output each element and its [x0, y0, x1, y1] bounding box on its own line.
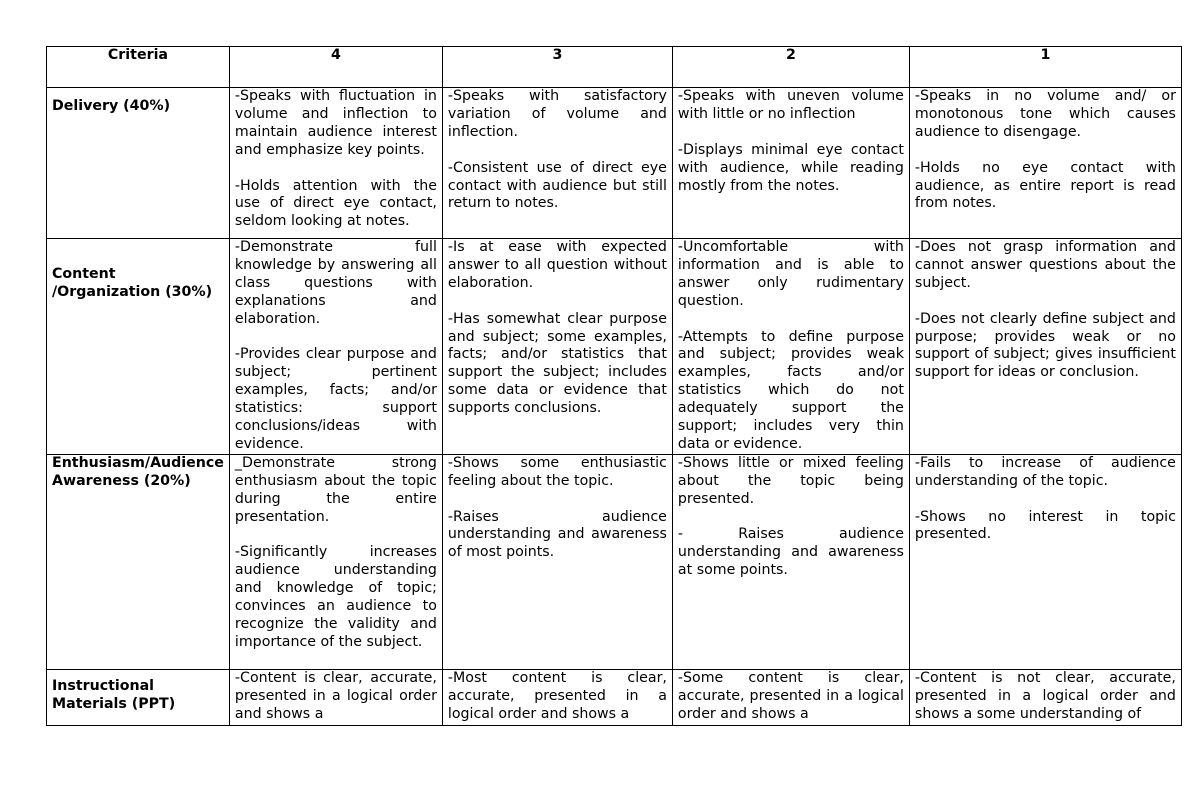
- criteria-header: Criteria: [47, 47, 230, 88]
- table-row: [47, 239, 1182, 455]
- descriptor-text: -Consistent use of direct eye contact with audience but still return to notes.: [447, 159, 667, 212]
- criterion-cell: [47, 239, 230, 455]
- descriptor-text: -Does not grasp information and cannot answer questions about the subject.: [914, 239, 1176, 291]
- criterion-label: Instructional Materials (PPT): [52, 677, 176, 712]
- score-header-4: 4: [229, 47, 442, 88]
- criterion-label: Content /Organization (30%): [52, 266, 213, 300]
- score-header-3: 3: [442, 47, 672, 88]
- descriptor-text: -Shows little or mixed feeling about the topic being presented.: [677, 454, 904, 507]
- criterion-label: Delivery (40%): [52, 98, 171, 114]
- descriptor-text: -Shows some enthusiastic feeling about the topic.: [447, 454, 667, 489]
- descriptor-text: - Raises audience understanding and awareness at some points.: [677, 526, 904, 579]
- descriptor-cell: [229, 454, 442, 669]
- table-row: [47, 669, 1182, 725]
- descriptor-cell: [442, 669, 672, 725]
- criterion-cell: [47, 669, 230, 725]
- descriptor-cell: [442, 239, 672, 455]
- descriptor-cell: [672, 454, 909, 669]
- descriptor-cell: [229, 669, 442, 725]
- descriptor-text: -Content is clear, accurate, presented in a logical order and shows a: [234, 669, 437, 722]
- descriptor-text: -Holds no eye contact with audience, as entire report is read from notes.: [914, 159, 1176, 212]
- descriptor-text: -Holds attention with the use of direct eye contact, seldom looking at notes.: [234, 177, 437, 230]
- descriptor-text: -Content is not clear, accurate, presented in a logical order and shows a some understanding of: [914, 669, 1176, 722]
- descriptor-text: -Significantly increases audience understanding and knowledge of topic; convinces an audience to recognize the validity and importance of the subject.: [234, 544, 437, 650]
- score-header-2: 2: [672, 47, 909, 88]
- descriptor-cell: [909, 88, 1181, 239]
- descriptor-text: -Some content is clear, accurate, presented in a logical order and shows a: [677, 669, 904, 722]
- header-row: [47, 47, 1182, 88]
- descriptor-cell: [229, 88, 442, 239]
- criterion-label: Enthusiasm/Audience Awareness (20%): [52, 454, 224, 489]
- descriptor-cell: [909, 454, 1181, 669]
- descriptor-cell: [672, 239, 909, 455]
- descriptor-text: -Speaks with fluctuation in volume and inflection to maintain audience interest and emphasize key points.: [234, 88, 437, 158]
- descriptor-cell: [909, 669, 1181, 725]
- descriptor-text: -Attempts to define purpose and subject; provides weak examples, facts and/or statistics which do not adequately support the support; includes very thin data or evidence.: [677, 328, 904, 452]
- descriptor-text: -Fails to increase of audience understanding of the topic.: [914, 454, 1176, 489]
- descriptor-text: -Is at ease with expected answer to all question without elaboration.: [447, 239, 667, 291]
- descriptor-cell: [229, 239, 442, 455]
- descriptor-cell: [442, 454, 672, 669]
- descriptor-text: -Uncomfortable with information and is able to answer only rudimentary question.: [677, 239, 904, 309]
- descriptor-text: -Shows no interest in topic presented.: [914, 508, 1176, 543]
- descriptor-text: _Demonstrate strong enthusiasm about the topic during the entire presentation.: [234, 454, 437, 525]
- descriptor-text: -Displays minimal eye contact with audience, while reading mostly from the notes.: [677, 141, 904, 194]
- criterion-cell: [47, 88, 230, 239]
- descriptor-cell: [442, 88, 672, 239]
- descriptor-text: -Raises audience understanding and awareness of most points.: [447, 508, 667, 561]
- rubric-table: [46, 46, 1182, 726]
- table-row: [47, 88, 1182, 239]
- descriptor-text: -Demonstrate full knowledge by answering all class questions with explanations and elaboration.: [234, 239, 437, 327]
- descriptor-text: -Speaks with satisfactory variation of volume and inflection.: [447, 88, 667, 140]
- descriptor-cell: [909, 239, 1181, 455]
- descriptor-text: -Most content is clear, accurate, presented in a logical order and shows a: [447, 669, 667, 722]
- score-header-1: 1: [909, 47, 1181, 88]
- descriptor-text: -Speaks with uneven volume with little or no inflection: [677, 88, 904, 122]
- criterion-cell: [47, 454, 230, 669]
- descriptor-text: -Has somewhat clear purpose and subject; some examples, facts; and/or statistics that support the subject; includes some data or evidence that supports conclusions.: [447, 310, 667, 417]
- descriptor-cell: [672, 88, 909, 239]
- table-row: [47, 454, 1182, 669]
- descriptor-text: -Does not clearly define subject and purpose; provides weak or no support of subject; gives insufficient support for ideas or conclusion.: [914, 310, 1176, 381]
- descriptor-text: -Speaks in no volume and/ or monotonous tone which causes audience to disengage.: [914, 88, 1176, 140]
- descriptor-cell: [672, 669, 909, 725]
- descriptor-text: -Provides clear purpose and subject; pertinent examples, facts; and/or statistics: support conclusions/ideas with evidence.: [234, 346, 437, 452]
